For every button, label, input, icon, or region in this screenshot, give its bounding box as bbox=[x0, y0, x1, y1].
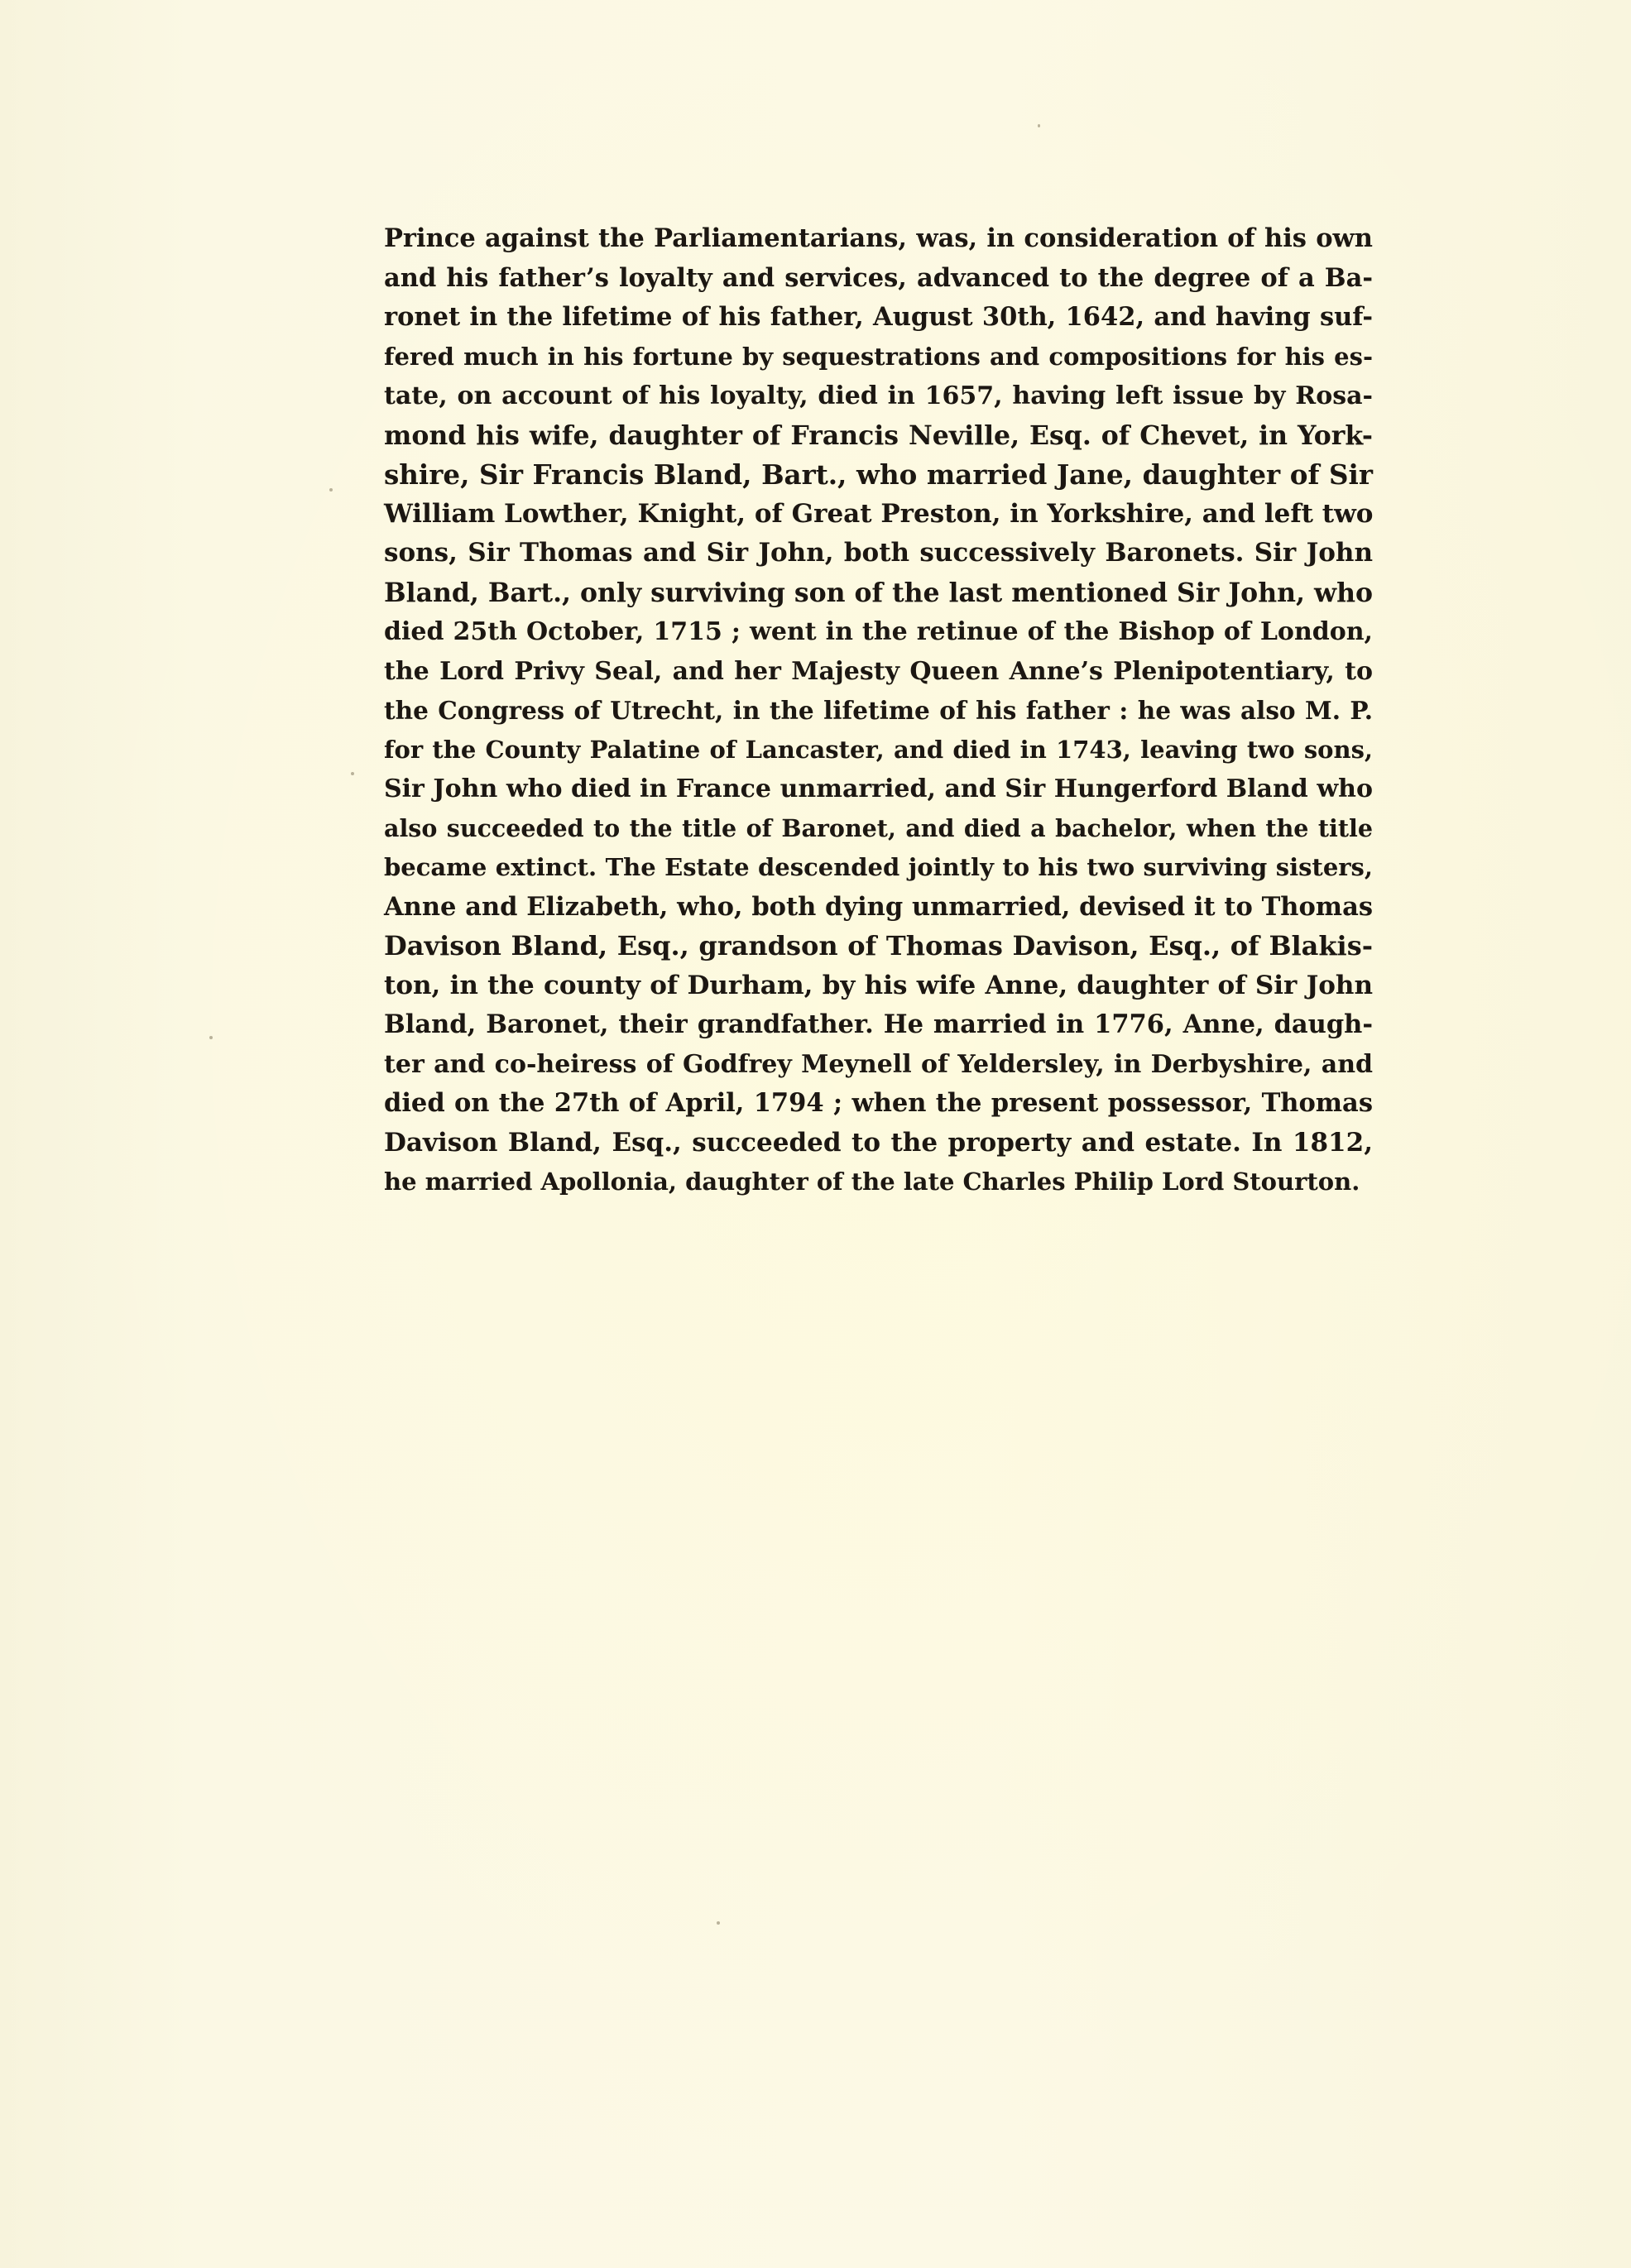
text-line: the Congress of Utrecht, in the lifetime of his father : he was also M. P. bbox=[384, 696, 1373, 725]
text-line: for the County Palatine of Lancaster, and died in 1743, leaving two sons, bbox=[384, 735, 1373, 764]
paper-speck bbox=[329, 488, 333, 491]
text-line: and his father’s loyalty and services, advanced to the degree of a Ba- bbox=[384, 262, 1373, 293]
paper-speck bbox=[351, 772, 354, 775]
text-line: Sir John who died in France unmarried, and Sir Hungerford Bland who bbox=[384, 774, 1373, 803]
text-line: Anne and Elizabeth, who, both dying unmarried, devised it to Thomas bbox=[384, 891, 1373, 922]
body-paragraph bbox=[384, 219, 1373, 1202]
text-line: tate, on account of his loyalty, died in 1657, having left issue by Rosa- bbox=[384, 381, 1373, 410]
text-line: ton, in the county of Durham, by his wife Anne, daughter of Sir John bbox=[384, 970, 1373, 1000]
text-line: Bland, Baronet, their grandfather. He married in 1776, Anne, daugh- bbox=[384, 1009, 1373, 1039]
text-line: Bland, Bart., only surviving son of the last mentioned Sir John, who bbox=[384, 577, 1373, 608]
text-line: Davison Bland, Esq., succeeded to the property and estate. In 1812, bbox=[384, 1127, 1373, 1158]
text-line: the Lord Privy Seal, and her Majesty Queen Anne’s Plenipotentiary, to bbox=[384, 656, 1373, 686]
text-line: became extinct. The Estate descended jointly to his two surviving sisters, bbox=[384, 853, 1373, 881]
paper-speck bbox=[717, 1921, 720, 1925]
text-line: ter and co-heiress of Godfrey Meynell of Yeldersley, in Derbyshire, and bbox=[384, 1049, 1373, 1079]
paper-speck bbox=[209, 1036, 213, 1039]
text-line: William Lowther, Knight, of Great Preston, in Yorkshire, and left two bbox=[384, 498, 1374, 529]
text-line: also succeeded to the title of Baronet, and died a bachelor, when the title bbox=[384, 813, 1373, 842]
text-line: died 25th October, 1715 ; went in the retinue of the Bishop of London, bbox=[384, 617, 1373, 646]
text-line: mond his wife, daughter of Francis Neville, Esq. of Chevet, in York- bbox=[384, 420, 1373, 451]
text-line: sons, Sir Thomas and Sir John, both successively Baronets. Sir John bbox=[384, 538, 1373, 568]
text-line: Prince against the Parliamentarians, was, in consideration of his own bbox=[384, 223, 1373, 253]
paper-speck bbox=[1038, 124, 1040, 127]
text-line: shire, Sir Francis Bland, Bart., who married Jane, daughter of Sir bbox=[384, 458, 1373, 491]
text-line: Davison Bland, Esq., grandson of Thomas Davison, Esq., of Blakis- bbox=[384, 930, 1373, 961]
text-line: fered much in his fortune by sequestrations and compositions for his es- bbox=[384, 342, 1373, 371]
text-line: he married Apollonia, daughter of the late Charles Philip Lord Stourton. bbox=[384, 1168, 1360, 1196]
text-line: ronet in the lifetime of his father, August 30th, 1642, and having suf- bbox=[384, 302, 1373, 332]
text-line: died on the 27th of April, 1794 ; when the present possessor, Thomas bbox=[384, 1088, 1373, 1118]
